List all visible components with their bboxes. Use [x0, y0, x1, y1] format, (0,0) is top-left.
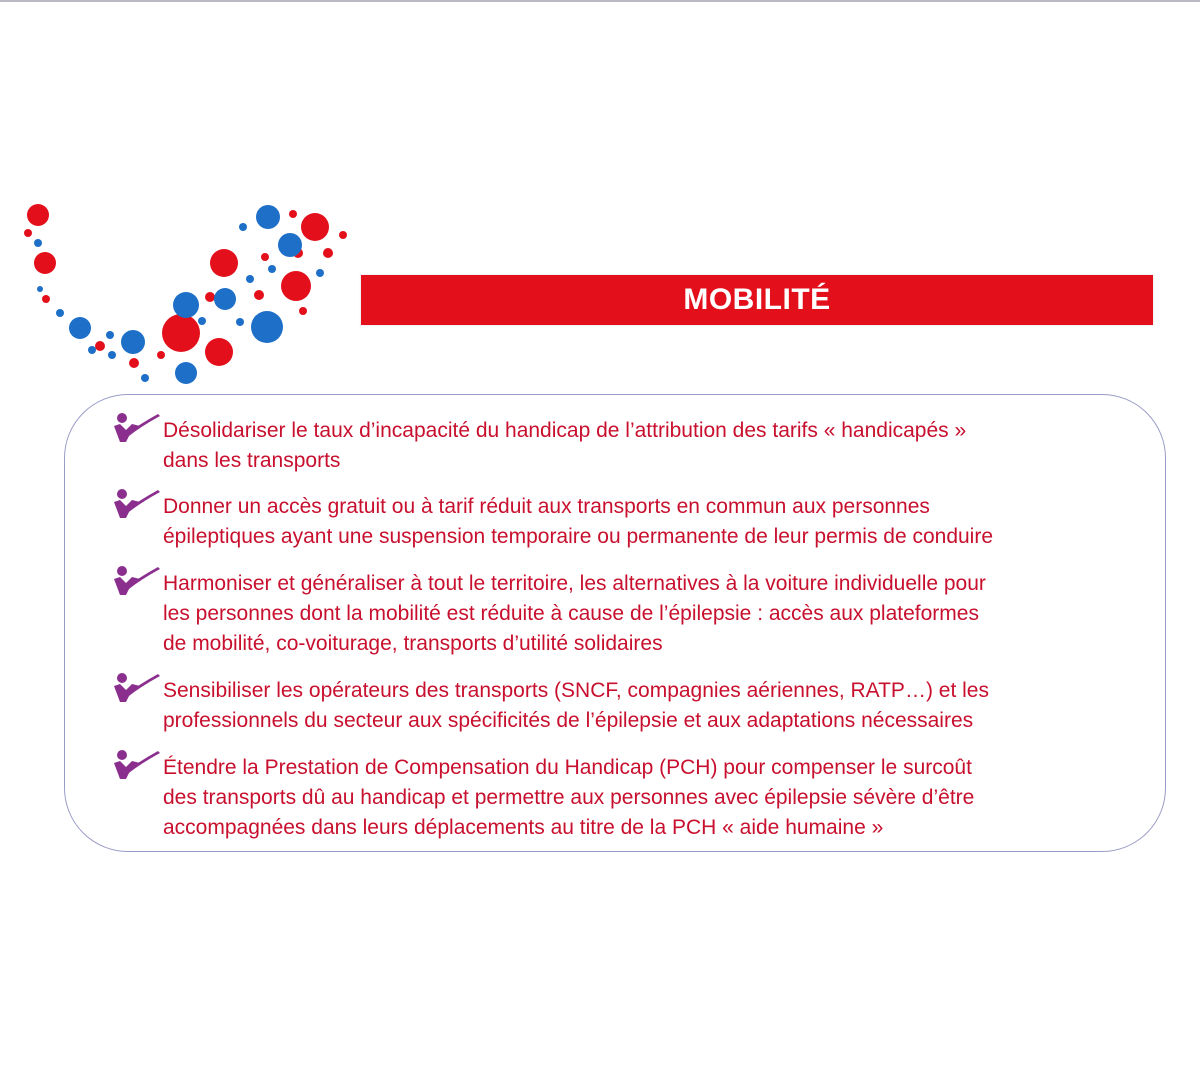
page-title: MOBILITÉ: [683, 283, 831, 316]
item-text: Harmoniser et généraliser à tout le territoire, les alternatives à la voiture individuelle pour les personnes dont la mobilité est réduite à cause de l’épilepsie : accès aux plateformes de mobilité, co-voiturage, transports d’utilité solidaires: [163, 572, 986, 655]
person-check-icon: [110, 410, 162, 446]
person-check-icon: [110, 670, 162, 706]
item-text: Sensibiliser les opérateurs des transports (SNCF, compagnies aériennes, RATP…) et les professionnels du secteur aux spécificités de l’épilepsie et aux adaptations nécessaires: [163, 679, 989, 732]
item-text: Donner un accès gratuit ou à tarif réduit aux transports en commun aux personnes épileptiques ayant une suspension temporaire ou permanente de leur permis de conduire: [163, 495, 994, 548]
item-text: Désolidariser le taux d’incapacité du handicap de l’attribution des tarifs « handicapés » dans les transports: [163, 419, 967, 472]
title-banner: [361, 275, 1153, 325]
person-check-icon: [110, 486, 162, 522]
dots-decoration-logo: [0, 195, 360, 395]
item-text: Étendre la Prestation de Compensation du Handicap (PCH) pour compenser le surcoût des transports dû au handicap et permettre aux personnes avec épilepsie sévère d’être accompagnées dans leurs déplacements au titre de la PCH « aide humaine »: [163, 756, 975, 839]
person-check-icon: [110, 747, 162, 783]
person-check-icon: [110, 563, 162, 599]
top-border-line: [0, 0, 1200, 2]
